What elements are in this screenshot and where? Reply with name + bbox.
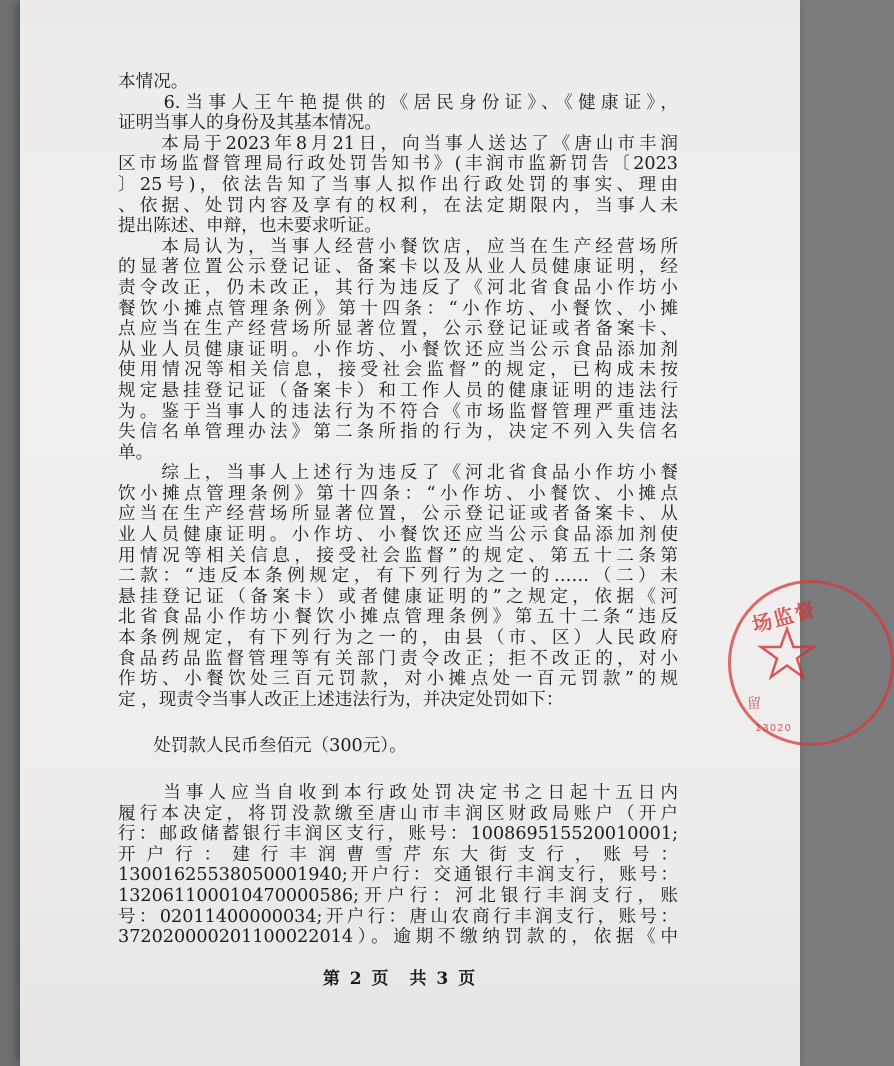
text-line: 为。鉴于当事人的违法行为不符合《市场监督管理严重违法 [118, 401, 678, 422]
text-line: 履行本决定，将罚没款缴至唐山市丰润区财政局账户（开户 [118, 803, 678, 824]
text-line: 餐饮小摊点管理条例》第十四条：“小作坊、小餐饮、小摊 [118, 298, 678, 319]
text-line: 点应当在生产经营场所显著位置，公示登记证或者备案卡、 [118, 319, 678, 340]
text-line: 开户行：建行丰润曹雪芹东大街支行，账号： [118, 844, 678, 865]
seal-star-icon [759, 627, 815, 683]
text-line: 本情况。 [118, 72, 189, 92]
text-line: 综上，当事人上述行为违反了《河北省食品小作坊小餐 [118, 463, 678, 484]
text-line: 悬挂登记证（备案卡）或者健康证明的”之规定，依据《河 [118, 586, 678, 607]
text-line: 证明当事人的身份及其基本情况。 [118, 113, 382, 134]
paragraph-gap [118, 757, 678, 783]
text-line: 的显著位置公示登记证、备案卡以及从业人员健康证明，经 [118, 257, 678, 278]
text-line: 用情况等相关信息，接受社会监督”的规定、第五十二条第 [118, 545, 678, 566]
text-line: 定 ，现责令当事人改正上述违法行为，并决定处罚如下： [118, 689, 564, 710]
text-line: 业人员健康证明。小作坊、小餐饮还应当公示食品添加剂使 [118, 525, 678, 546]
text-line: 处罚款人民币叁佰元（300元）。 [118, 736, 407, 757]
text-line: 应当在生产经营场所显著位置，公示登记证或者备案卡、从 [118, 504, 678, 525]
text-line: 饮小摊点管理条例》第十四条：“小作坊、小餐饮、小摊点 [118, 483, 678, 504]
text-line: 372020000201100022014）。逾期不缴纳罚款的，依据《中 [118, 927, 678, 948]
text-line: 使用情况等相关信息，接受社会监督”的规定，已构成未按 [118, 360, 678, 381]
document-body [118, 72, 678, 948]
paragraph-gap [118, 710, 678, 736]
text-line: 北省食品小作坊小餐饮小摊点管理条例》第五十二条“违反 [118, 607, 678, 628]
text-line: 当事人应当自收到本行政处罚决定书之日起十五日内 [118, 783, 678, 803]
text-line: 132061100010470000586;开户行：河北银行丰润支行，账 [118, 885, 678, 906]
text-line: 食品药品监督管理等有关部门责令改正；拒不改正的，对小 [118, 648, 678, 669]
text-line: 二款：“违反本条例规定，有下列行为之一的……（二）未 [118, 566, 678, 587]
seal-text: 场监督 [749, 596, 820, 638]
text-line: 、依据、处罚内容及享有的权利，在法定期限内，当事人未 [118, 195, 678, 216]
text-line: 提出陈述、申辩，也未要求听证。 [118, 216, 382, 237]
text-line: 单。 [118, 442, 154, 463]
text-line: 区市场监督管理局行政处罚告知书》(丰润市监新罚告〔2023 [118, 154, 678, 175]
text-line: 作坊、小餐饮处三百元罚款，对小摊点处一百元罚款”的规 [118, 669, 678, 690]
text-line: 失信名单管理办法》第二条所指的行为，决定不列入失信名 [118, 422, 678, 443]
text-line: 行：邮政储蓄银行丰润区支行，账号：100869515520010001; [118, 824, 678, 845]
page-number-footer: 第 2 页 共 3 页 [322, 969, 478, 989]
text-line: 号：02011400000034;开户行：唐山农商行丰润支行，账号： [118, 906, 678, 927]
official-seal [728, 580, 894, 746]
seal-fragment: 留 [747, 696, 761, 712]
text-line: 〕25号)，依法告知了当事人拟作出行政处罚的事实、理由 [118, 174, 678, 195]
text-line: 本条例规定，有下列行为之一的，由县（市、区）人民政府 [118, 628, 678, 649]
seal-number: 13020 [755, 723, 792, 734]
text-line: 责令改正，仍未改正，其行为违反了《河北省食品小作坊小 [118, 277, 678, 298]
text-line: 6.当事人王午艳提供的《居民身份证》、《健康证》， [118, 92, 678, 113]
text-line: 从业人员健康证明。小作坊、小餐饮还应当公示食品添加剂 [118, 339, 678, 360]
text-line: 13001625538050001940;开户行：交通银行丰润支行，账号： [118, 865, 678, 886]
text-line: 本局于2023年8月21日，向当事人送达了《唐山市丰润 [118, 133, 678, 154]
text-line: 规定悬挂登记证（备案卡）和工作人员的健康证明的违法行 [118, 380, 678, 401]
text-line: 本局认为，当事人经营小餐饮店，应当在生产经营场所 [118, 236, 678, 257]
